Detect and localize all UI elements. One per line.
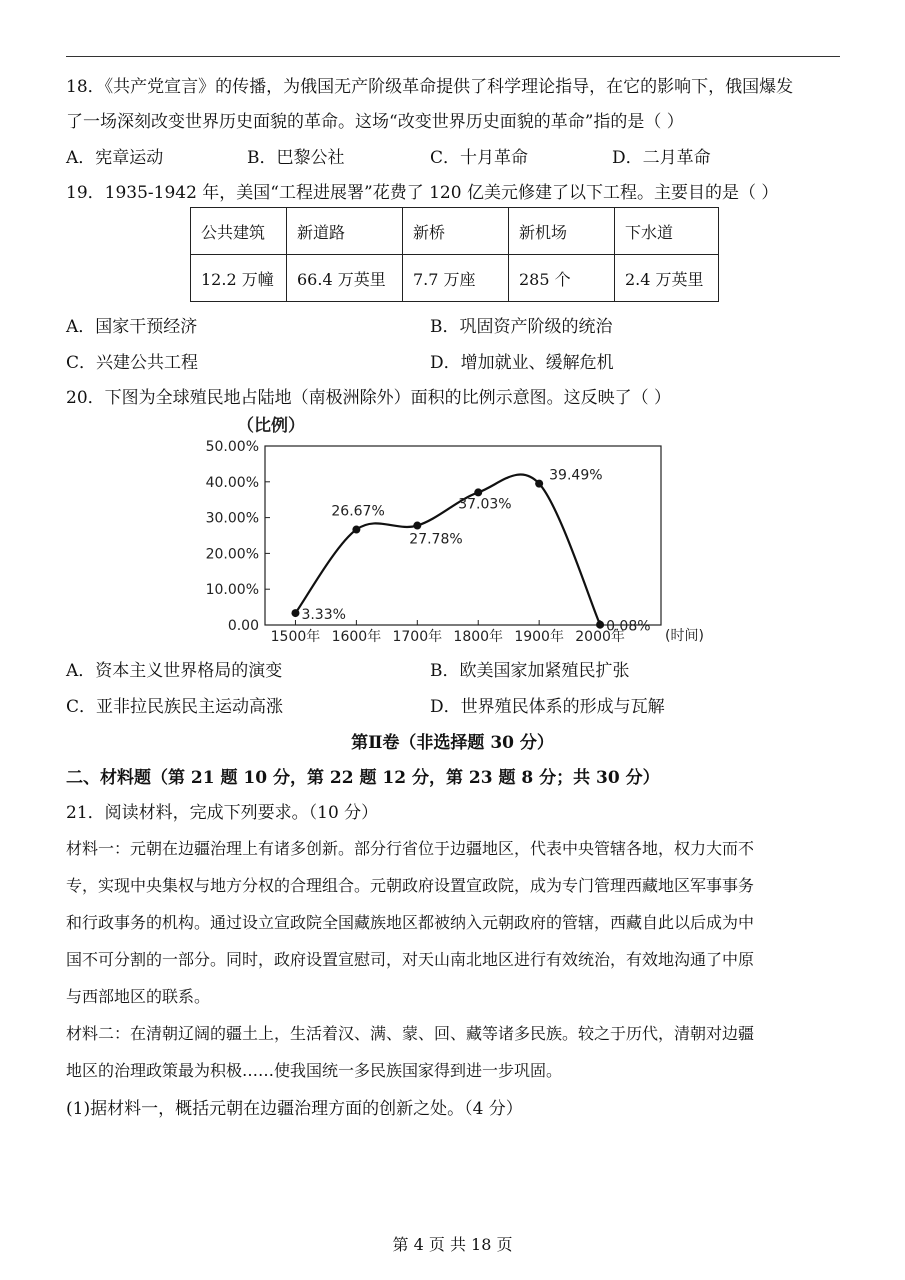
q19-stem: 19．1935-1942 年，美国“工程进展署”花费了 120 亿美元修建了以下工程。主要目的是（ ） xyxy=(66,183,779,203)
chart-data-point xyxy=(596,621,604,629)
y-tick-label: 40.00% xyxy=(205,474,259,491)
q18-stem-line2: 了一场深刻改变世界历史面貌的革命。这场“改变世界历史面貌的革命”指的是（ ） xyxy=(66,112,684,132)
q19-value-cell: 285 个 xyxy=(509,255,615,302)
q19-option-b: B．巩固资产阶级的统治 xyxy=(430,317,613,337)
chart-y-axis-label: （比例） xyxy=(237,416,305,436)
chart-data-label: 3.33% xyxy=(301,607,346,624)
q20-stem: 20．下图为全球殖民地占陆地（南极洲除外）面积的比例示意图。这反映了（ ） xyxy=(66,388,672,408)
q18-stem-line1: 18．《共产党宣言》的传播，为俄国无产阶级革命提供了科学理论指导，在它的影响下，俄国爆发 xyxy=(66,77,794,97)
chart-data-label: 0.08% xyxy=(606,618,651,635)
q20-option-c: C．亚非拉民族民主运动高涨 xyxy=(66,697,284,717)
chart-series-line xyxy=(295,474,600,624)
x-tick-label: 1600年 xyxy=(331,629,382,645)
q21-material1-line: 与西部地区的联系。 xyxy=(66,987,211,1006)
q20-option-b: B．欧美国家加紧殖民扩张 xyxy=(430,661,630,681)
y-tick-label: 0.00 xyxy=(227,618,259,634)
chart-data-point xyxy=(413,522,421,530)
x-tick-label: 2000年 xyxy=(575,629,625,645)
chart-data-label: 39.49% xyxy=(549,467,603,484)
q21-material1-line: 专，实现中央集权与地方分权的合理组合。元朝政府设置宣政院，成为专门管理西藏地区军事事务 xyxy=(66,876,755,895)
q21-stem: 21．阅读材料，完成下列要求。（10 分） xyxy=(66,803,379,823)
q19-table xyxy=(190,207,719,302)
page-footer: 第 4 页 共 18 页 xyxy=(392,1235,513,1254)
chart-data-point xyxy=(535,480,543,488)
y-tick-label: 20.00% xyxy=(205,546,259,563)
q18-option-d: D．二月革命 xyxy=(612,148,711,168)
q19-header-row xyxy=(191,208,719,255)
q19-option-c: C．兴建公共工程 xyxy=(66,353,199,373)
q19-header-cell: 公共建筑 xyxy=(191,208,287,255)
q19-value-row xyxy=(191,255,719,302)
section2-heading: 二、材料题（第 21 题 10 分，第 22 题 12 分，第 23 题 8 分；共 30 分） xyxy=(66,768,660,788)
chart-data-point xyxy=(291,609,299,617)
q19-header-cell: 新机场 xyxy=(509,208,615,255)
q18-option-c: C．十月革命 xyxy=(430,148,529,168)
q21-material1-line: 国不可分割的一部分。同时，政府设置宣慰司，对天山南北地区进行有效统治，有效地沟通了中原 xyxy=(66,950,755,969)
chart-data-point xyxy=(352,526,360,534)
y-tick-label: 30.00% xyxy=(205,510,259,527)
colony-ratio-chart xyxy=(195,405,715,650)
q18-option-b: B．巴黎公社 xyxy=(247,148,345,168)
chart-svg xyxy=(195,405,715,650)
q19-value-cell: 66.4 万英里 xyxy=(287,255,403,302)
q19-header-cell: 新道路 xyxy=(287,208,403,255)
chart-x-axis-label: (时间) xyxy=(665,628,704,644)
chart-data-label: 27.78% xyxy=(409,531,463,548)
chart-data-point xyxy=(474,488,482,496)
q19-value-cell: 7.7 万座 xyxy=(403,255,509,302)
q21-material2-line: 地区的治理政策最为积极……使我国统一多民族国家得到进一步巩固。 xyxy=(66,1061,563,1080)
q20-option-a: A．资本主义世界格局的演变 xyxy=(66,661,283,681)
q21-material1-line: 材料一：元朝在边疆治理上有诸多创新。部分行省位于边疆地区，代表中央管辖各地，权力大而不 xyxy=(66,839,755,858)
chart-data-label: 37.03% xyxy=(458,496,512,513)
q19-option-d: D．增加就业、缓解危机 xyxy=(430,353,614,373)
q19-option-a: A．国家干预经济 xyxy=(66,317,198,337)
y-tick-label: 10.00% xyxy=(205,582,259,599)
chart-data-label: 26.67% xyxy=(331,503,385,520)
q18-option-a: A．宪章运动 xyxy=(66,148,164,168)
y-tick-label: 50.00% xyxy=(205,439,259,455)
q20-option-d: D．世界殖民体系的形成与瓦解 xyxy=(430,697,665,717)
q19-header-cell: 新桥 xyxy=(403,208,509,255)
q21-material2-line: 材料二：在清朝辽阔的疆土上，生活着汉、满、蒙、回、藏等诸多民族。较之于历代，清朝对边疆 xyxy=(66,1024,755,1043)
q19-value-cell: 12.2 万幢 xyxy=(191,255,287,302)
x-tick-label: 1800年 xyxy=(453,629,504,645)
section2-title: 第Ⅱ卷（非选择题 30 分） xyxy=(351,733,554,753)
x-tick-label: 1700年 xyxy=(392,629,443,645)
q21-material1-line: 和行政事务的机构。通过设立宣政院全国藏族地区都被纳入元朝政府的管辖，西藏自此以后成为中 xyxy=(66,913,755,932)
q19-value-cell: 2.4 万英里 xyxy=(615,255,719,302)
x-tick-label: 1500年 xyxy=(270,629,321,645)
x-tick-label: 1900年 xyxy=(514,629,564,645)
q19-header-cell: 下水道 xyxy=(615,208,719,255)
top-rule xyxy=(66,56,840,57)
q21-subquestion-1: (1)据材料一，概括元朝在边疆治理方面的创新之处。（4 分） xyxy=(66,1099,523,1119)
